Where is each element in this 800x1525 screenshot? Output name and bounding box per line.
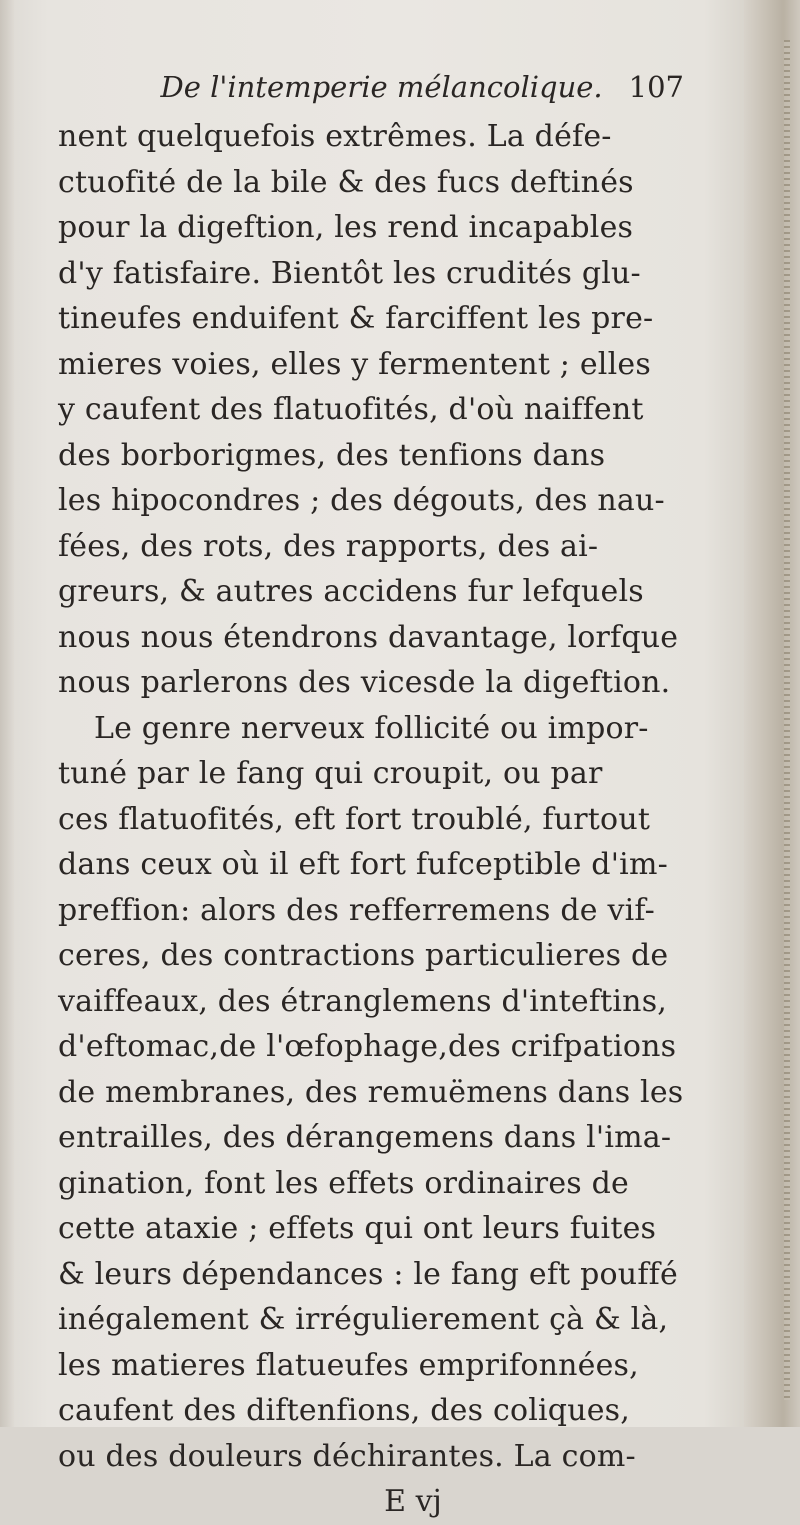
text-line: preffion: alors des refferremens de vif- [58, 892, 655, 928]
text-line: entrailles, des dérangemens dans l'ima- [58, 1120, 672, 1155]
text-line: nous nous étendrons davantage, lorfque [58, 619, 679, 655]
text-line: ou des douleurs déchirantes. La com- [58, 1438, 636, 1474]
page-gutter [0, 0, 14, 1427]
signature-mark: E vj [384, 1484, 442, 1519]
text-line: inégalement & irrégulierement çà & là, [58, 1302, 669, 1337]
text-line: nent quelquefois extrêmes. La défe- [58, 119, 612, 154]
body-text [58, 114, 698, 1479]
text-line: fées, des rots, des rapports, des ai- [58, 528, 599, 564]
text-line: cette ataxie ; effets qui ont leurs fuites [58, 1211, 657, 1246]
paragraph-start-line: Le genre nerveux follicité ou impor- [94, 710, 649, 746]
running-header [58, 70, 698, 114]
text-line: de membranes, des remuëmens dans les [58, 1074, 684, 1110]
text-line: vaiffeaux, des étranglemens d'inteftins, [58, 983, 668, 1019]
text-line: d'y fatisfaire. Bientôt les crudités glu- [58, 255, 641, 291]
text-line: y caufent des flatuofités, d'où naiffent [58, 392, 644, 427]
text-line: des borborigmes, des tenfions dans [58, 437, 606, 473]
text-line: ceres, des contractions particulieres de [58, 938, 669, 973]
text-line: ctuofité de la bile & des fucs deftinés [58, 164, 634, 200]
text-line: tineufes enduifent & farciffent les pre- [58, 301, 654, 336]
text-line: tuné par le fang qui croupit, ou par [58, 756, 603, 791]
text-line: greurs, & autres accidens fur lefquels [58, 574, 644, 609]
text-block [58, 70, 698, 1525]
text-line: caufent des diftenfions, des coliques, [58, 1393, 631, 1428]
text-line: d'eftomac,de l'œfophage,des crifpations [58, 1029, 677, 1064]
text-line: les hipocondres ; des dégouts, des nau- [58, 483, 665, 518]
text-line: & leurs dépendances : le fang eft pouffé [58, 1256, 678, 1292]
text-line: les matieres flatueufes emprifonnées, [58, 1347, 639, 1383]
running-title: De l'intemperie mélancolique. [160, 70, 603, 104]
page-stack-edge [784, 40, 790, 1400]
text-line: mieres voies, elles y fermentent ; elles [58, 346, 651, 382]
page-fore-edge [744, 0, 800, 1427]
text-line: gination, font les effets ordinaires de [58, 1165, 629, 1201]
text-line: dans ceux où il eft fort fufceptible d'im- [58, 847, 668, 882]
text-line: nous parlerons des vicesde la digeftion. [58, 665, 671, 700]
text-line: pour la digeftion, les rend incapables [58, 210, 634, 245]
page-number: 107 [628, 70, 684, 104]
text-line: ces flatuofités, eft fort troublé, furtout [58, 801, 651, 837]
